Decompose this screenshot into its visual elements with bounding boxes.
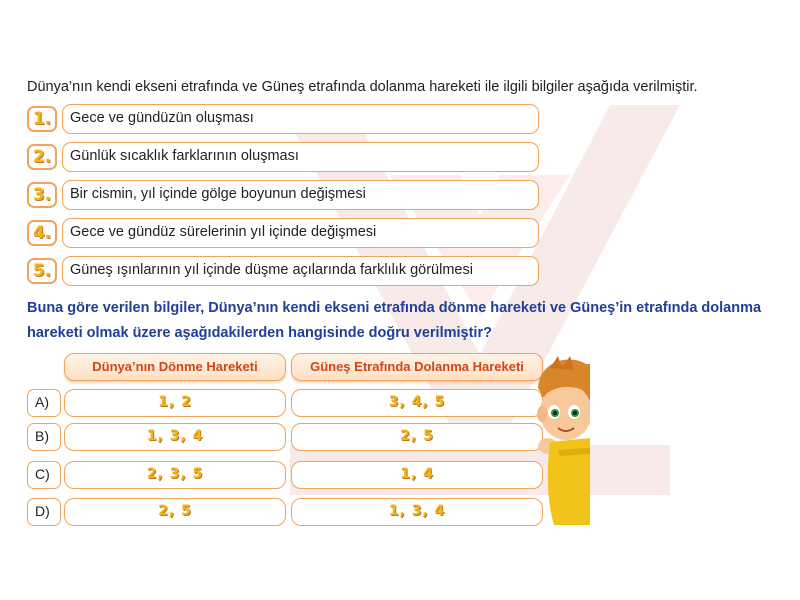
option-c-revolution[interactable]: 1, 4 — [291, 461, 543, 489]
option-a-label[interactable]: A) — [27, 389, 61, 417]
option-d-label[interactable]: D) — [27, 498, 61, 526]
cartoon-boy — [530, 350, 590, 525]
item-number-1: 1. — [27, 106, 57, 132]
question-text: Buna göre verilen bilgiler, Dünya’nın kendi ekseni etrafında dönme hareketi ve Güneş’in etrafında dolanma hareketi olmak üzere aşağıdakilerden hangisinde doğru verilmiştir? — [27, 300, 762, 341]
option-a-revolution[interactable]: 3, 4, 5 — [291, 389, 543, 417]
intro-text: Dünya’nın kendi ekseni etrafında ve Güneş etrafında dolanma hareketi ile ilgili bilgiler aşağıda verilmiştir. — [27, 79, 698, 95]
item-number-5: 5. — [27, 258, 57, 284]
item-number-2: 2. — [27, 144, 57, 170]
item-text-5: Güneş ışınlarının yıl içinde düşme açılarında farklılık görülmesi — [62, 256, 539, 286]
option-d-revolution[interactable]: 1, 3, 4 — [291, 498, 543, 526]
option-a-rotation[interactable]: 1, 2 — [64, 389, 286, 417]
item-number-4: 4. — [27, 220, 57, 246]
item-text-3: Bir cismin, yıl içinde gölge boyunun değişmesi — [62, 180, 539, 210]
header-rotation: Dünya’nın Dönme Hareketi — [64, 353, 286, 381]
option-c-label[interactable]: C) — [27, 461, 61, 489]
option-c-rotation[interactable]: 2, 3, 5 — [64, 461, 286, 489]
option-b-label[interactable]: B) — [27, 423, 61, 451]
item-text-2: Günlük sıcaklık farklarının oluşması — [62, 142, 539, 172]
option-b-revolution[interactable]: 2, 5 — [291, 423, 543, 451]
option-b-rotation[interactable]: 1, 3, 4 — [64, 423, 286, 451]
item-text-4: Gece ve gündüz sürelerinin yıl içinde değişmesi — [62, 218, 539, 248]
item-number-3: 3. — [27, 182, 57, 208]
option-d-rotation[interactable]: 2, 5 — [64, 498, 286, 526]
header-revolution: Güneş Etrafında Dolanma Hareketi — [291, 353, 543, 381]
item-text-1: Gece ve gündüzün oluşması — [62, 104, 539, 134]
